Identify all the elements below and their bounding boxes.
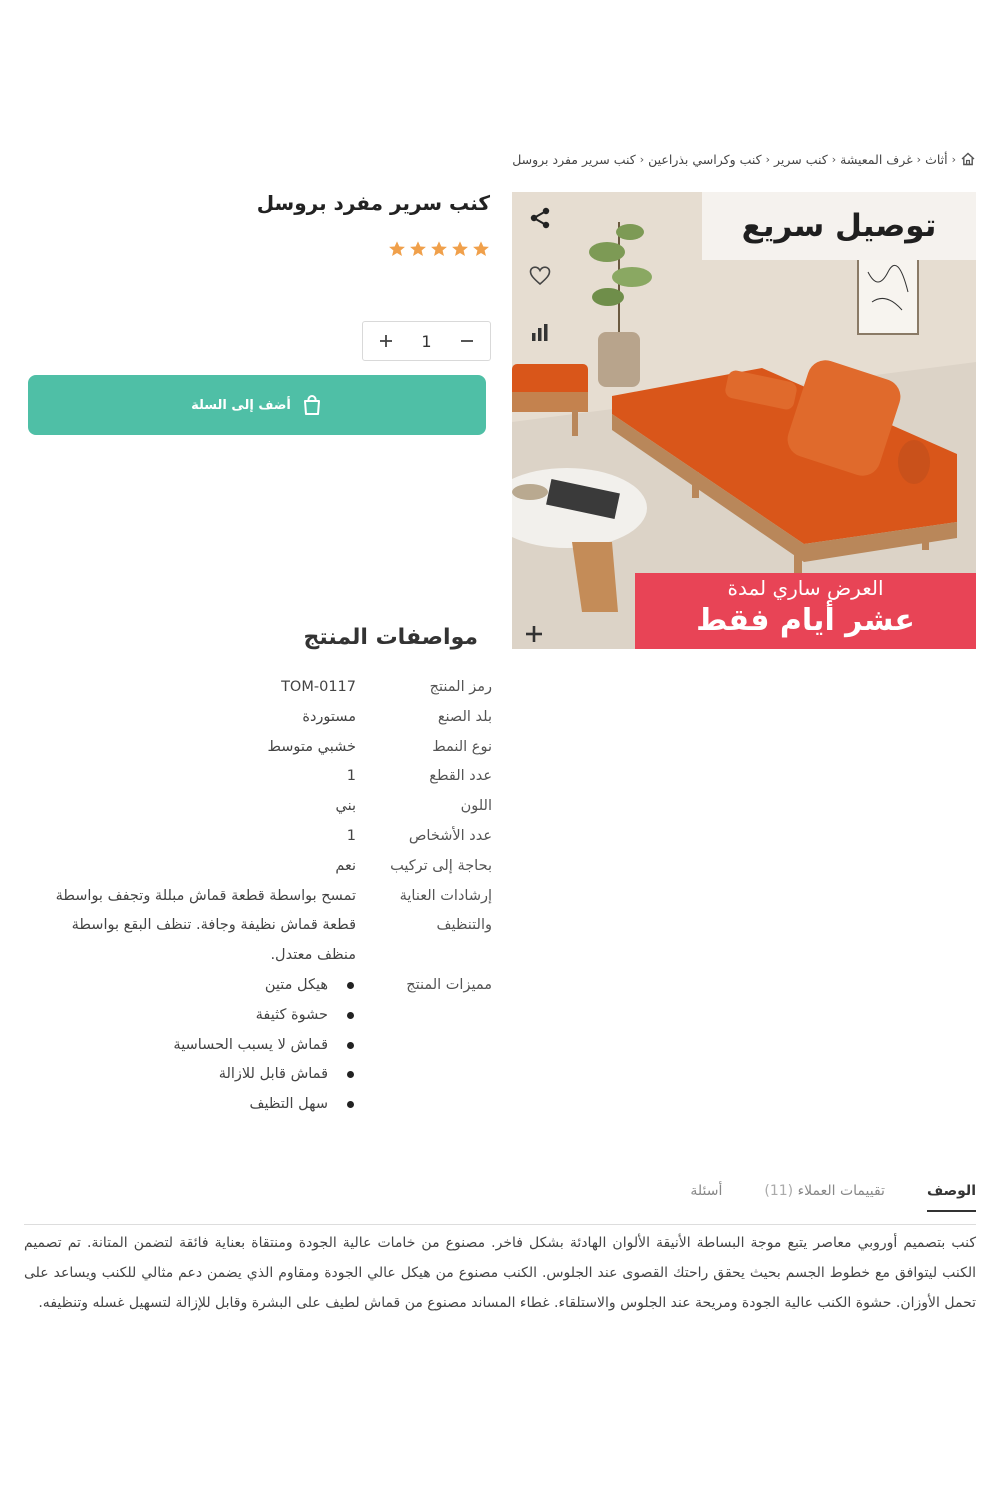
add-to-cart-label: أضف إلى السلة xyxy=(191,397,291,413)
product-tabs xyxy=(690,1183,976,1212)
zoom-plus-icon[interactable] xyxy=(516,616,552,649)
star-icon xyxy=(451,240,469,258)
home-icon[interactable] xyxy=(960,151,976,167)
star-rating xyxy=(388,240,490,258)
spec-row xyxy=(52,792,492,822)
breadcrumb-item[interactable]: كنب وكراسي بذراعين xyxy=(648,151,762,167)
spec-value: TOM-0117 xyxy=(281,679,356,695)
spec-row-features xyxy=(52,971,492,1120)
spec-value: بني xyxy=(335,798,356,815)
product-description: كنب بتصميم أوروبي معاصر يتبع موجة البساطة الأنيقة الألوان الهادئة بشكل فاخر. مصنوع من خامات عالية الجودة ومنتقاة بعناية فائقة لتضمن المتانة. تم تصميم الكنب ليتوافق مع خطوط الجسم بحيث يحقق راحتك القصوى عند الجلوس. الكنب مصنوع من هيكل عالي الجودة ومقاوم الذي يضمن دعم مثالي للكنب ويساعد على تحمل الأوزان. حشوة الكنب عالية الجودة ومريحة عند الجلوس والاستلقاء. غطاء المساند مصنوع من قماش لطيف على البشرة وقابل للإزالة لتسهيل غسله وتنظيفه. xyxy=(24,1235,976,1311)
chevron-left-icon: ‹ xyxy=(951,152,956,166)
list-item: قماش قابل للازالة xyxy=(52,1060,356,1090)
product-image[interactable] xyxy=(512,192,976,649)
spec-value: 1 xyxy=(346,768,356,785)
quantity-decrease-button[interactable] xyxy=(454,328,480,354)
plus-icon xyxy=(378,333,394,349)
quantity-increase-button[interactable] xyxy=(373,328,399,354)
promo-offer-line1: العرض ساري لمدة xyxy=(727,576,884,600)
star-icon xyxy=(388,240,406,258)
spec-label: بحاجة إلى تركيب xyxy=(390,857,492,874)
shopping-bag-icon xyxy=(301,394,323,416)
spec-label: مميزات المنتج xyxy=(406,976,492,993)
quantity-input[interactable] xyxy=(412,332,442,351)
spec-row xyxy=(52,673,492,703)
chevron-left-icon: ‹ xyxy=(916,152,922,166)
spec-value: مستوردة xyxy=(302,708,356,725)
list-item: حشوة كثيفة xyxy=(52,1001,356,1031)
tab-description[interactable]: الوصف xyxy=(927,1183,976,1212)
spec-label: نوع النمط xyxy=(432,738,492,755)
spec-row xyxy=(52,822,492,852)
list-item: سهل التظيف xyxy=(52,1090,356,1120)
specs-title: مواصفات المنتج xyxy=(303,625,478,650)
spec-row xyxy=(52,762,492,792)
spec-value: نعم xyxy=(335,857,356,874)
add-to-cart-button[interactable] xyxy=(28,375,486,435)
chevron-left-icon: ‹ xyxy=(831,152,837,166)
spec-label: بلد الصنع xyxy=(437,708,492,725)
spec-label: عدد القطع xyxy=(429,768,492,785)
share-icon[interactable] xyxy=(522,200,558,236)
heart-icon[interactable] xyxy=(522,258,558,294)
breadcrumb-item[interactable]: كنب سرير xyxy=(774,151,828,167)
spec-label: عدد الأشخاص xyxy=(408,827,492,844)
spec-value: 1 xyxy=(346,827,356,844)
promo-badge-fast-delivery: توصيل سريع xyxy=(702,192,976,260)
star-icon xyxy=(430,240,448,258)
tab-reviews[interactable] xyxy=(764,1183,885,1212)
tabs-divider xyxy=(24,1224,976,1225)
chevron-left-icon: ‹ xyxy=(765,152,770,166)
tab-questions[interactable]: أسئلة xyxy=(690,1183,723,1199)
specs-table xyxy=(52,673,492,1120)
spec-row xyxy=(52,852,492,882)
breadcrumb xyxy=(512,151,976,167)
promo-badge-offer xyxy=(635,573,976,649)
breadcrumb-item[interactable]: أثاث xyxy=(925,151,948,167)
reviews-count: (11) xyxy=(764,1183,794,1199)
list-item: هيكل متين xyxy=(52,971,356,1001)
feature-list xyxy=(52,971,356,1120)
spec-row xyxy=(52,882,492,971)
breadcrumb-current: كنب سرير مفرد بروسل xyxy=(512,151,636,167)
tab-reviews-label: تقييمات العملاء xyxy=(797,1183,885,1199)
chevron-left-icon: ‹ xyxy=(639,152,645,166)
spec-label: رمز المنتج xyxy=(429,679,492,695)
spec-label: اللون xyxy=(460,798,492,815)
quantity-stepper xyxy=(362,321,491,361)
spec-row xyxy=(52,703,492,733)
spec-value: خشبي متوسط xyxy=(267,738,356,755)
promo-offer-line2: عشر أيام فقط xyxy=(696,603,915,638)
compare-icon[interactable] xyxy=(522,314,558,350)
spec-label: إرشادات العناية والتنظيف xyxy=(399,887,492,934)
spec-value: تمسح بواسطة قطعة قماش مبللة وتجفف بواسطة قطعة قماش نظيفة وجافة. تنظف البقع بواسطة منظف معتدل. xyxy=(55,887,356,964)
minus-icon xyxy=(459,333,475,349)
breadcrumb-item[interactable]: غرف المعيشة xyxy=(840,151,913,167)
star-icon xyxy=(472,240,490,258)
list-item: قماش لا يسبب الحساسية xyxy=(52,1031,356,1061)
star-icon xyxy=(409,240,427,258)
spec-row xyxy=(52,733,492,763)
product-title: كنب سرير مفرد بروسل xyxy=(256,191,490,215)
